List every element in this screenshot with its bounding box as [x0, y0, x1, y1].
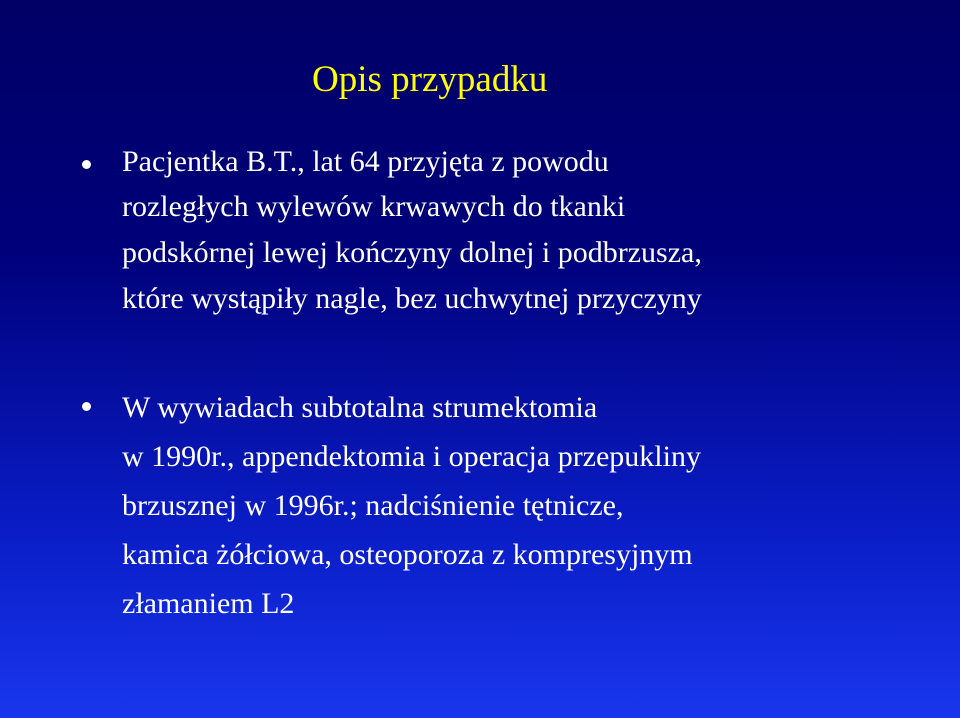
bullet-line: brzusznej w 1996r.; nadciśnienie tętnicze, — [122, 489, 624, 522]
bullet-line: które wystąpiły nagle, bez uchwytnej przyczyny — [122, 282, 702, 315]
bullet-line: W wywiadach subtotalna strumektomia — [122, 391, 598, 424]
bullet-line: rozległych wylewów krwawych do tkanki — [122, 190, 626, 223]
bullet-line: złamaniem L2 — [122, 587, 295, 620]
bullet-line: kamica żółciowa, osteoporoza z kompresyjnym — [122, 538, 693, 571]
slide-title: Opis przypadku — [312, 59, 548, 100]
bullet-line: Pacjentka B.T., lat 64 przyjęta z powodu — [122, 145, 609, 178]
bullet-line: w 1990r., appendektomia i operacja przepukliny — [122, 440, 701, 473]
bullet-case-description — [122, 139, 702, 322]
bullet-line: podskórnej lewej kończyny dolnej i podbrzusza, — [122, 236, 702, 269]
bullet-dot-icon — [82, 402, 91, 411]
bullet-dot-icon — [82, 160, 91, 169]
bullet-medical-history — [122, 383, 701, 628]
